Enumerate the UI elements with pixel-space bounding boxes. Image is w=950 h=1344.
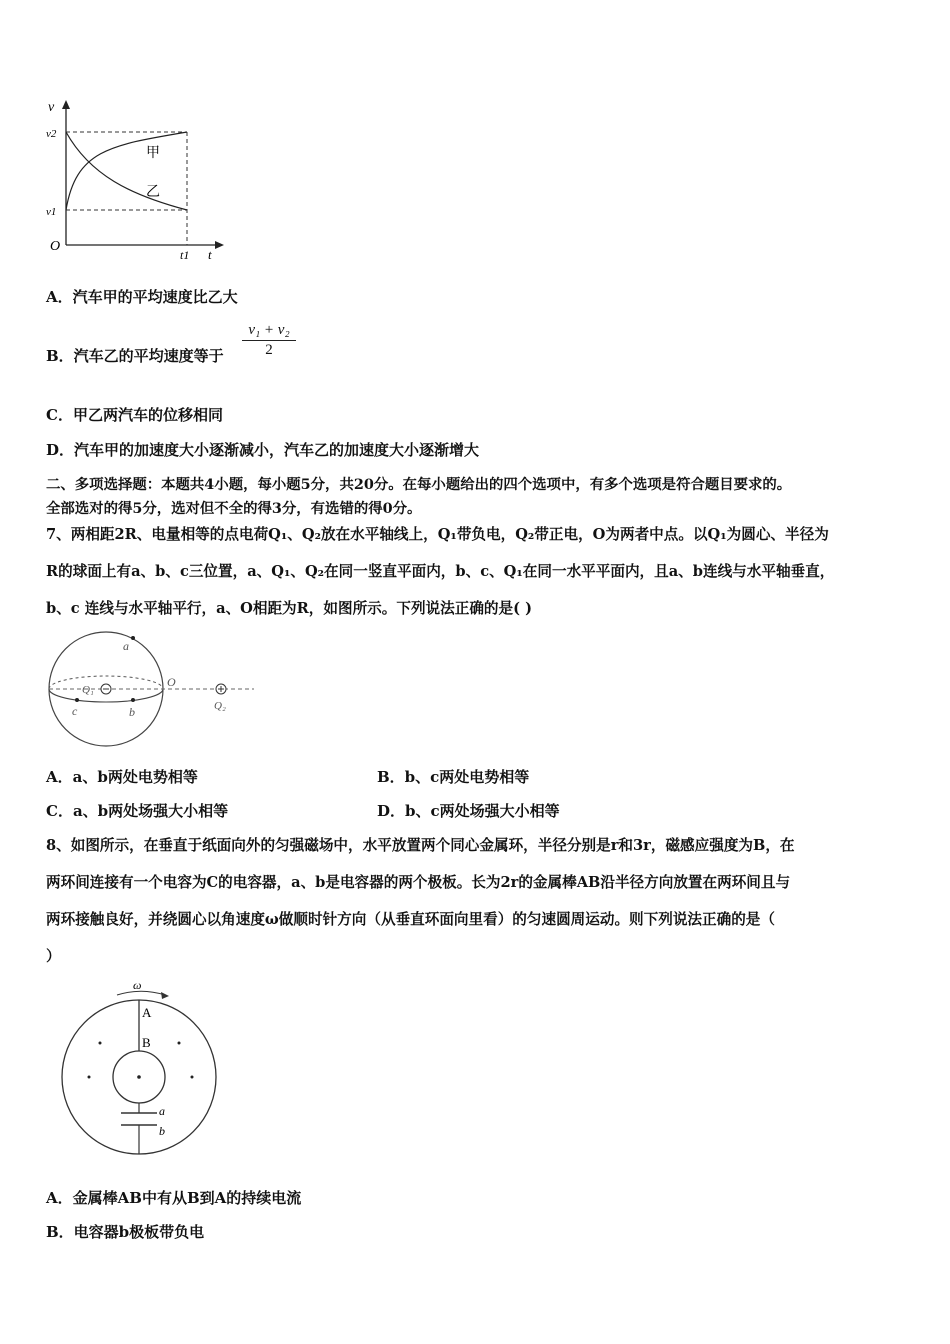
label-B: B — [142, 1035, 151, 1050]
q7-option-d: D．b、c两处场强大小相等 — [377, 802, 560, 820]
q8-option-b: B．电容器b极板带负电 — [46, 1223, 205, 1241]
label-c: c — [72, 704, 78, 718]
jia-label: 甲 — [146, 146, 160, 161]
label-plate-a: a — [159, 1104, 165, 1118]
v-axis-arrow — [62, 100, 70, 109]
q8-rings-figure — [55, 975, 225, 1160]
point-c — [75, 698, 79, 702]
label-o: O — [167, 675, 176, 689]
v2-label: v2 — [46, 128, 57, 140]
label-a: a — [123, 639, 129, 653]
field-dot — [99, 1042, 102, 1045]
v1-label: v1 — [46, 206, 57, 218]
center-point — [137, 1075, 141, 1079]
q6-option-d: D．汽车甲的加速度大小逐渐减小，汽车乙的加速度大小逐渐增大 — [46, 441, 480, 459]
rotation-arrowhead — [161, 992, 169, 999]
q8-option-a: A．金属棒AB中有从B到A的持续电流 — [46, 1189, 302, 1207]
q7-sphere-figure — [44, 628, 264, 753]
field-dot — [191, 1076, 194, 1079]
q8-line4: ） — [46, 948, 61, 965]
curve-jia — [66, 132, 187, 210]
label-plate-b: b — [159, 1124, 165, 1138]
fraction-bar — [242, 340, 296, 341]
label-A: A — [142, 1005, 152, 1020]
q7-option-c: C．a、b两处场强大小相等 — [46, 802, 229, 820]
q6-option-a: A．汽车甲的平均速度比乙大 — [46, 288, 238, 306]
field-dot — [88, 1076, 91, 1079]
label-q1: Q₁ — [82, 684, 94, 696]
t1-label: t1 — [180, 248, 190, 262]
q7-option-b: B．b、c两处电势相等 — [377, 768, 530, 786]
v-label: v — [48, 100, 55, 115]
q8-line2: 两环间连接有一个电容为C的电容器，a、b是电容器的两个极板。长为2r的金属棒AB沿半径方向放置在两环间且与 — [46, 874, 791, 891]
point-b — [131, 698, 135, 702]
q7-line1: 7、两相距2R、电量相等的点电荷Q₁、Q₂放在水平轴线上，Q₁带负电，Q₂带正电，O为两者中点。以Q₁为圆心、半径为 — [46, 526, 829, 543]
q7-line2: R的球面上有a、b、c三位置，a、Q₁、Q₂在同一竖直平面内，b、c、Q₁在同一水平平面内，且a、b连线与水平轴垂直， — [46, 563, 835, 580]
q6-option-c: C．甲乙两汽车的位移相同 — [46, 406, 223, 424]
origin-label: O — [50, 239, 61, 254]
q8-line3: 两环接触良好，并绕圆心以角速度ω做顺时针方向（从垂直环面向里看）的匀速圆周运动。则下列说法正确的是（ — [46, 911, 775, 928]
t-label: t — [208, 247, 212, 262]
section2-line2: 全部选对的得5分，选对但不全的得3分，有选错的得0分。 — [46, 500, 422, 517]
label-q2: Q₂ — [214, 700, 226, 712]
yi-label: 乙 — [146, 185, 160, 200]
field-dot — [178, 1042, 181, 1045]
average-velocity-fraction — [242, 322, 296, 359]
point-a — [131, 636, 135, 640]
label-b: b — [129, 705, 135, 719]
vt-graph — [40, 95, 230, 265]
section2-line1: 二、多项选择题：本题共4小题，每小题5分，共20分。在每小题给出的四个选项中，有多个选项是符合题目要求的。 — [46, 476, 792, 493]
q7-line3: b、c 连线与水平轴平行，a、O相距为R，如图所示。下列说法正确的是( ) — [46, 600, 532, 617]
q8-line1: 8、如图所示，在垂直于纸面向外的匀强磁场中，水平放置两个同心金属环，半径分别是r和3r，磁感应强度为B，在 — [46, 837, 795, 854]
q7-option-a: A．a、b两处电势相等 — [46, 768, 198, 786]
q6-option-b: B．汽车乙的平均速度等于 — [46, 347, 224, 365]
t-axis-arrow — [215, 241, 224, 249]
fraction-denominator: 2 — [265, 342, 273, 358]
fraction-numerator: v₁ + v₂ — [248, 322, 290, 338]
omega-label: ω — [133, 978, 142, 992]
